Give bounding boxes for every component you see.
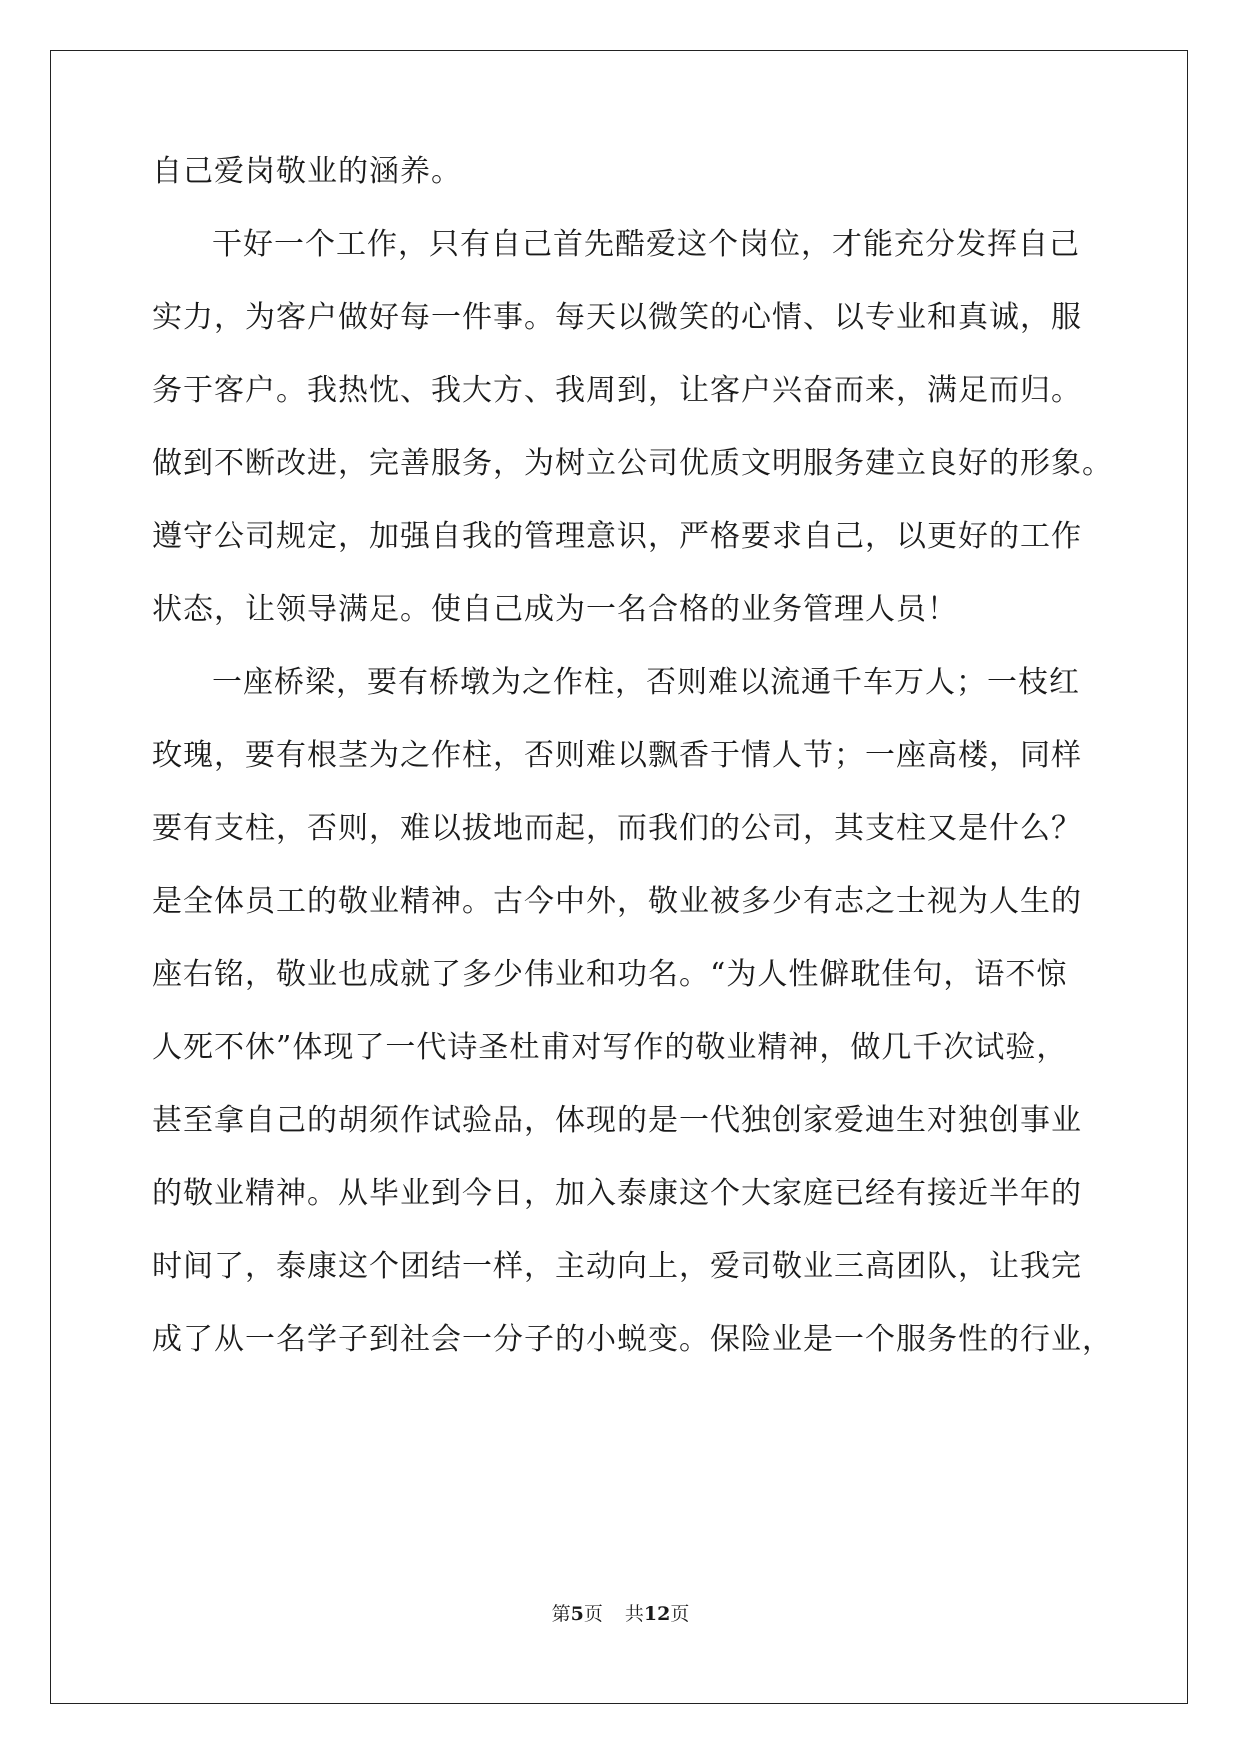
text-line: 成了从一名学子到社会一分子的小蜕变。保险业是一个服务性的行业，: [152, 1322, 1113, 1357]
page-footer: [0, 1602, 1241, 1626]
text-line: 遵守公司规定，加强自我的管理意识，严格要求自己，以更好的工作: [152, 519, 1082, 554]
text-line: 务于客户。我热忱、我大方、我周到，让客户兴奋而来，满足而归。: [152, 373, 1082, 408]
text-line: 座右铭，敬业也成就了多少伟业和功名。“为人性僻耽佳句，语不惊: [152, 957, 1068, 992]
total-pages: 12: [643, 1603, 671, 1625]
text-line: 时间了，泰康这个团结一样，主动向上，爱司敬业三高团队，让我完: [152, 1249, 1082, 1284]
text-line: 玫瑰，要有根茎为之作柱，否则难以飘香于情人节；一座高楼，同样: [152, 738, 1082, 773]
text-line: 自己爱岗敬业的涵养。: [152, 154, 462, 189]
text-line: 状态，让领导满足。使自己成为一名合格的业务管理人员！: [152, 592, 958, 627]
paragraph-first-line: 一座桥梁，要有桥墩为之作柱，否则难以流通千车万人；一枝红: [212, 665, 1080, 700]
page-prefix: 第: [551, 1603, 571, 1625]
text-line: 甚至拿自己的胡须作试验品，体现的是一代独创家爱迪生对独创事业: [152, 1103, 1082, 1138]
text-line: 实力，为客户做好每一件事。每天以微笑的心情、以专业和真诚，服: [152, 300, 1082, 335]
total-suffix: 页: [670, 1603, 690, 1625]
text-line: 是全体员工的敬业精神。古今中外，敬业被多少有志之士视为人生的: [152, 884, 1082, 919]
page-number: 5: [570, 1603, 584, 1625]
paragraph-first-line: 干好一个工作，只有自己首先酷爱这个岗位，才能充分发挥自己: [212, 227, 1080, 262]
total-prefix: 共: [624, 1603, 644, 1625]
text-line: 要有支柱，否则，难以拔地而起，而我们的公司，其支柱又是什么？: [152, 811, 1082, 846]
text-line: 做到不断改进，完善服务，为树立公司优质文明服务建立良好的形象。: [152, 446, 1113, 481]
text-line: 人死不休”体现了一代诗圣杜甫对写作的敬业精神，做几千次试验，: [152, 1030, 1068, 1065]
page-suffix: 页: [583, 1603, 603, 1625]
text-line: 的敬业精神。从毕业到今日，加入泰康这个大家庭已经有接近半年的: [152, 1176, 1082, 1211]
